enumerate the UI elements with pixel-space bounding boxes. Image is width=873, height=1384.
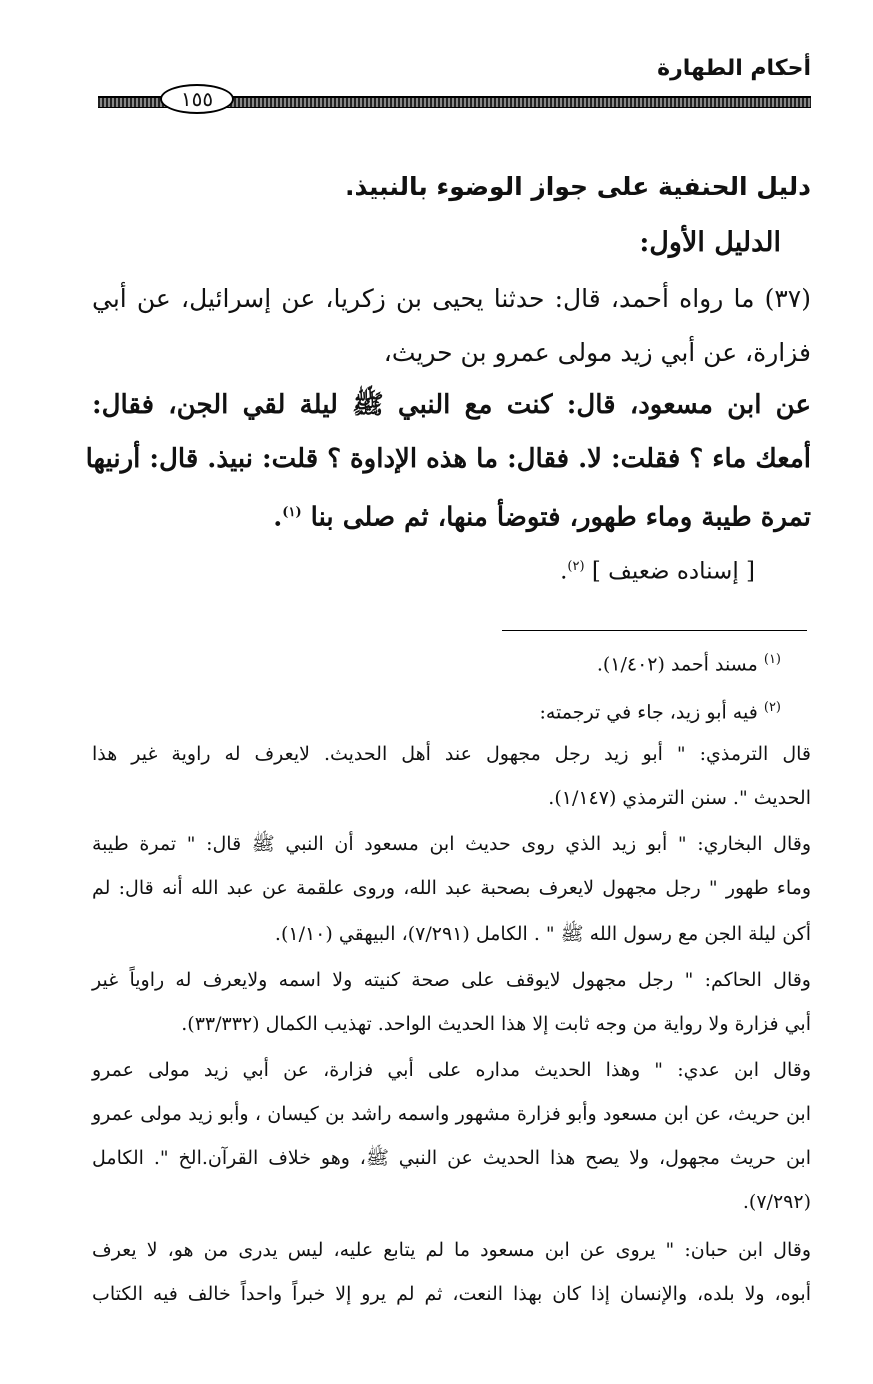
footnote-line: وماء طهور " رجل مجهول لايعرف بصحبة عبد الله، وروى علقمة عن عبد الله أنه قال: لم (92, 877, 811, 899)
section-subheading: الدليل الأول: (639, 227, 781, 258)
footnote-1 (597, 646, 781, 678)
footnote-line: وقال الحاكم: " رجل مجهول لايوقف على صحة كنيته ولا اسمه ولايعرف له راوياً غير (92, 969, 811, 991)
hadith-matn-line: تمرة طيبة وماء طهور، فتوضأ منها، ثم صلى بنا $^{(١)}$. (273, 502, 811, 533)
running-title: أحكام الطهارة (657, 56, 811, 81)
footnote-line: أبي فزارة ولا رواية من وجه ثابت إلا هذا الحديث الواحد. تهذيب الكمال (٣٣/٣٣٢). (181, 1013, 811, 1035)
hadith-grade: [ إسناده ضعيف ] $^{(٢)}$. (560, 558, 755, 585)
footnote-reference: (٢) (567, 559, 585, 574)
footnote-text: فيه أبو زيد، جاء في ترجمته: (539, 701, 758, 724)
footnote-marker: (١) (763, 652, 781, 667)
page-number: ١٥٥ (160, 84, 234, 114)
footnote-line: ابن حريث مجهول، ولا يصح هذا الحديث عن النبي ﷺ، وهو خلاف القرآن.الخ ". الكامل (92, 1147, 811, 1169)
hadith-matn-line: عن ابن مسعود، قال: كنت مع النبي ﷺ ليلة لقي الجن، فقال: (92, 390, 811, 420)
footnote-line: وقال ابن عدي: " وهذا الحديث مداره على أبي فزارة، عن أبي زيد مولى عمرو (92, 1059, 811, 1081)
grade-text: [ إسناده ضعيف ] (591, 558, 755, 585)
section-heading: دليل الحنفية على جواز الوضوء بالنبيذ. (345, 172, 811, 201)
footnote-2 (539, 694, 781, 726)
footnote-separator (502, 630, 807, 631)
footnote-line: (٧/٢٩٢). (742, 1191, 811, 1213)
isnad-line: فزارة، عن أبي زيد مولى عمرو بن حريث، (383, 338, 811, 367)
footnote-line: أبوه، ولا بلده، والإنسان إذا كان بهذا النعت، ثم لم يرو إلا خبراً واحداً خالف فيه الكتاب (92, 1283, 811, 1305)
footnote-line: الحديث ". سنن الترمذي (١/١٤٧). (548, 787, 811, 809)
footnote-line: وقال ابن حبان: " يروى عن ابن مسعود ما لم يتابع عليه، ليس يدرى من هو، لا يعرف (92, 1239, 811, 1261)
hadith-matn-line: أمعك ماء ؟ فقلت: لا. فقال: ما هذه الإداوة ؟ قلت: نبيذ. قال: أرنيها (85, 444, 811, 474)
footnote-line: ابن حريث، عن ابن مسعود وأبو فزارة مشهور واسمه راشد بن كيسان ، وأبو زيد مولى عمرو (92, 1103, 811, 1125)
footnote-line: قال الترمذي: " أبو زيد رجل مجهول عند أهل الحديث. لايعرف له راوية غير هذا (92, 743, 811, 765)
footnote-reference: (١) (282, 505, 302, 520)
hadith-matn-text: تمرة طيبة وماء طهور، فتوضأ منها، ثم صلى بنا (310, 502, 811, 533)
isnad-line: (٣٧) ما رواه أحمد، قال: حدثنا يحيى بن زكريا، عن إسرائيل، عن أبي (92, 284, 811, 313)
footnote-line: أكن ليلة الجن مع رسول الله ﷺ " . الكامل (٧/٢٩١)، البيهقي (١/١٠). (274, 923, 811, 945)
footnote-marker: (٢) (763, 700, 781, 715)
footnote-line: وقال البخاري: " أبو زيد الذي روى حديث ابن مسعود أن النبي ﷺ قال: " تمرة طيبة (92, 833, 811, 855)
footnote-text: مسند أحمد (١/٤٠٢). (596, 653, 758, 676)
